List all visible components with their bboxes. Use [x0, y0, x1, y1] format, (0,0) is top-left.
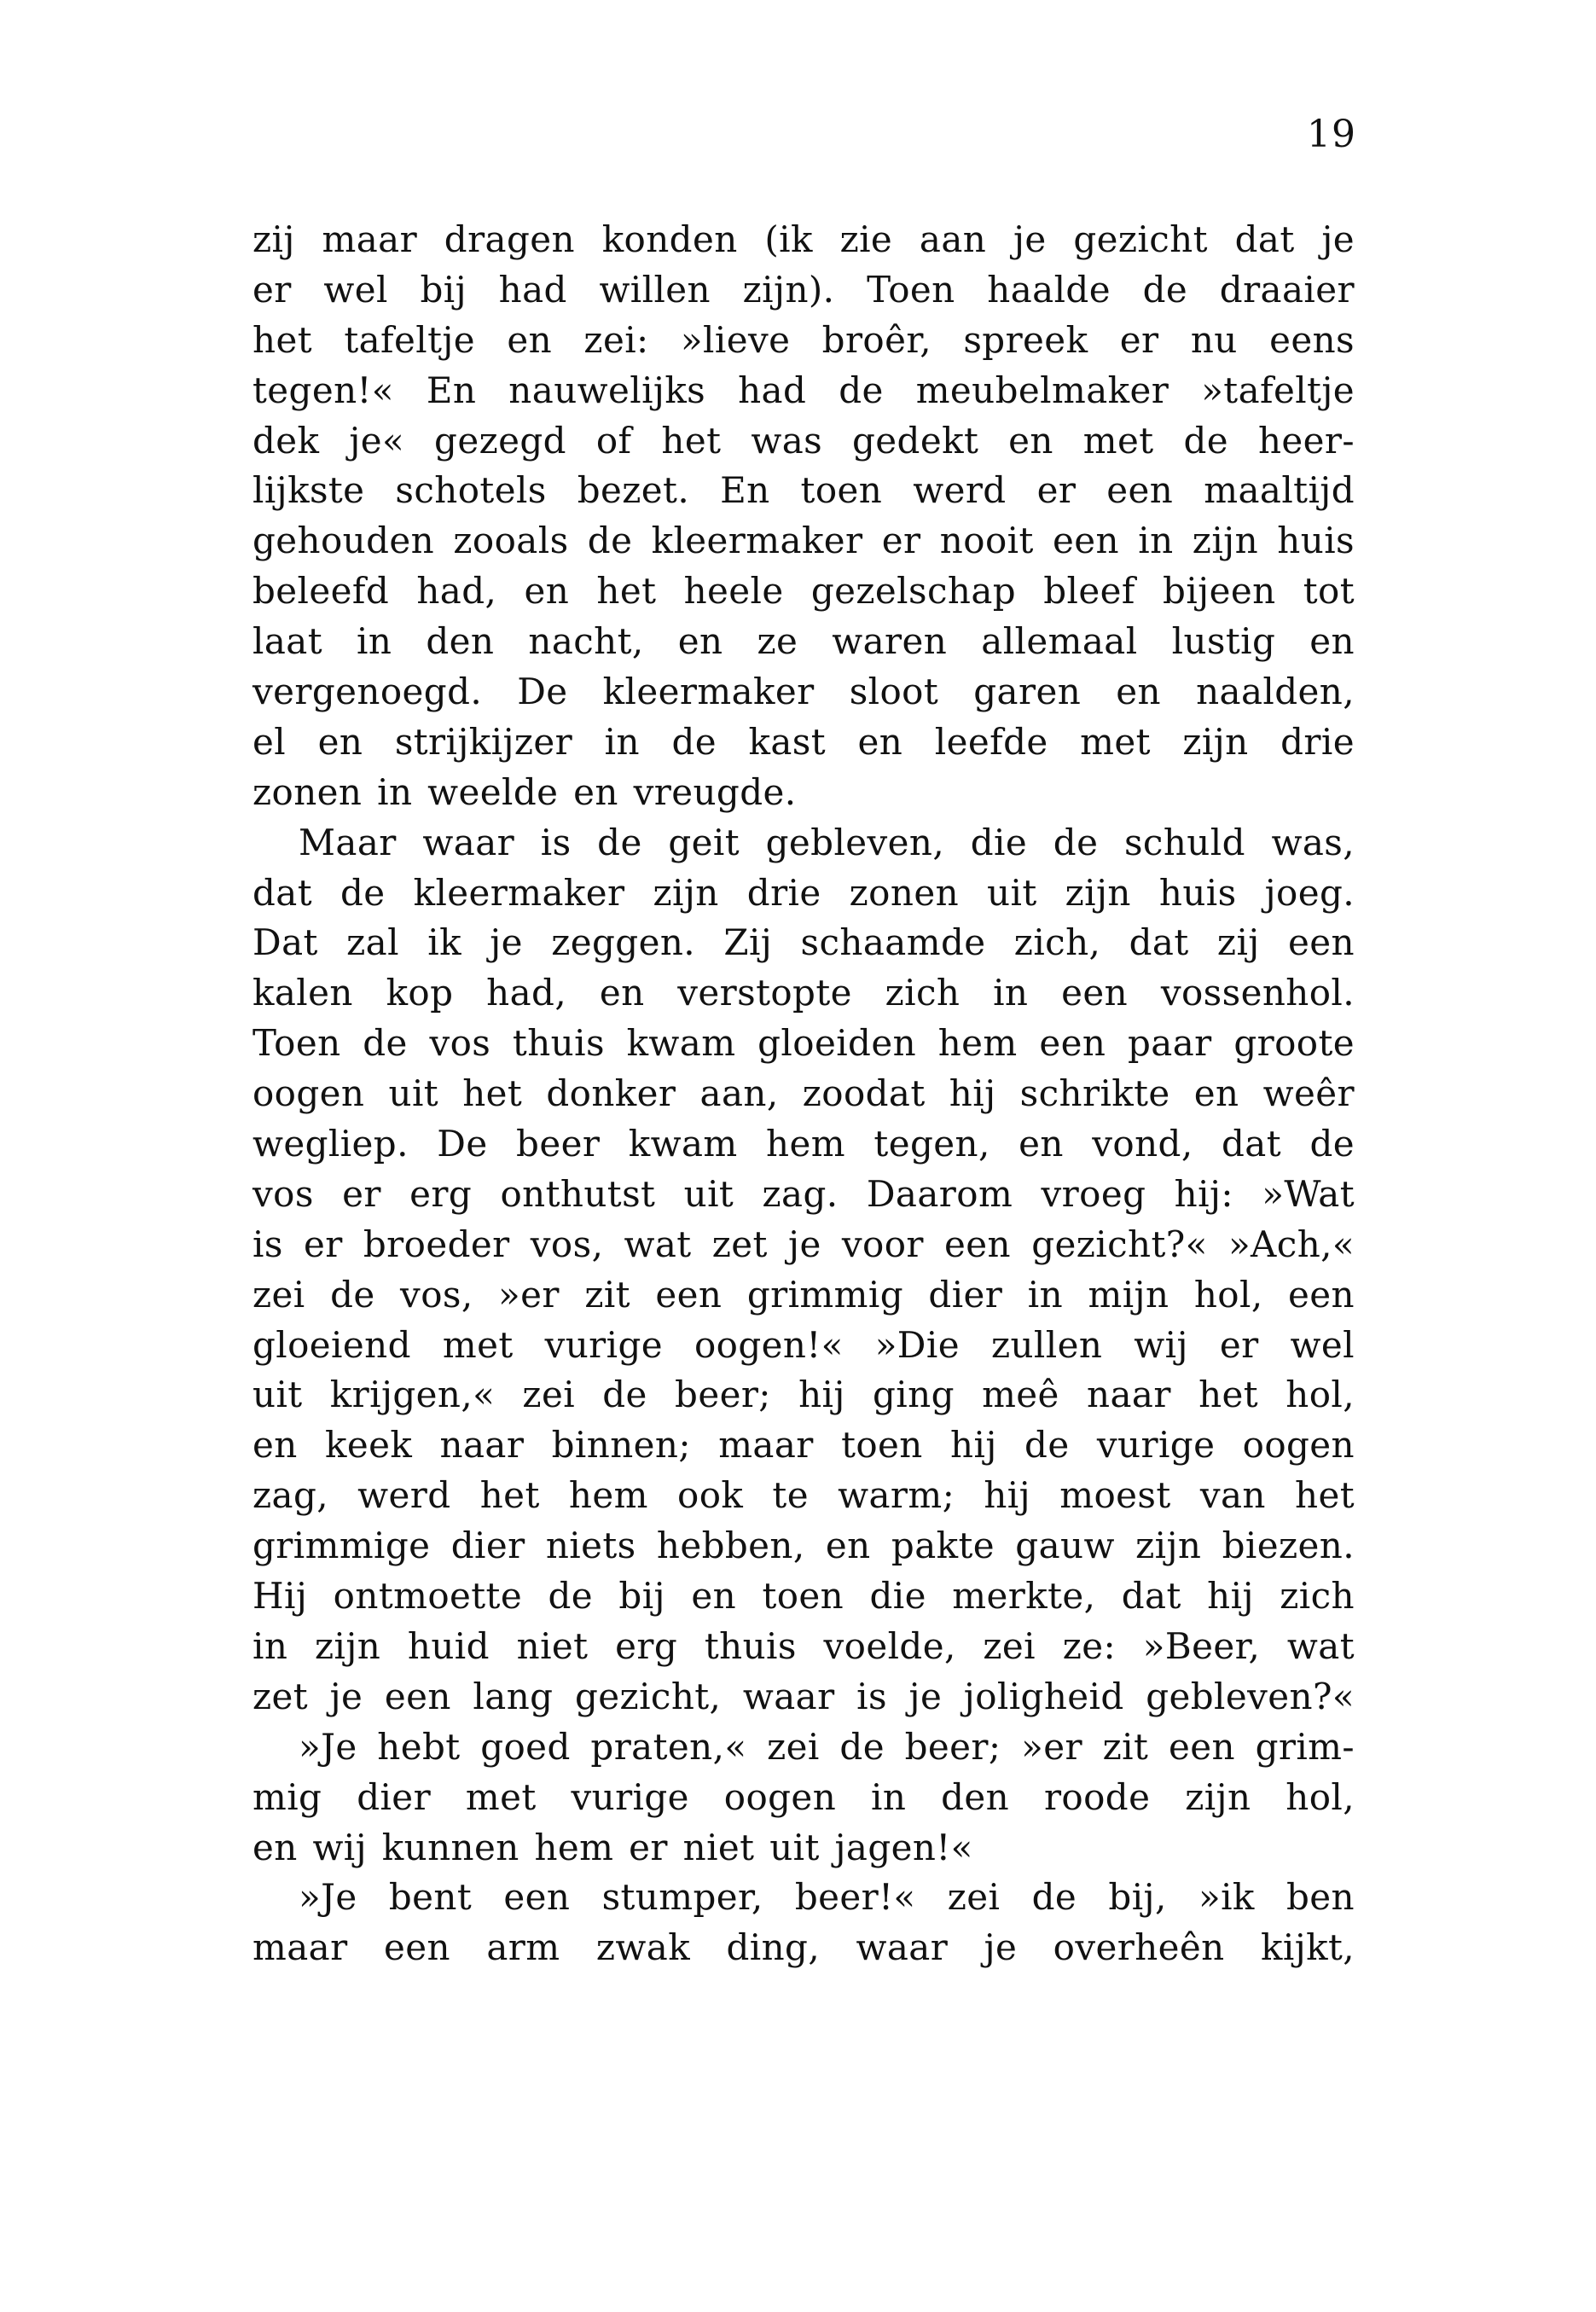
text-line: maar een arm zwak ding, waar je overheên kijkt, — [252, 1926, 1355, 1969]
text-line: dek je« gezegd of het was gedekt en met de heer- — [252, 419, 1355, 462]
text-line: tegen!« En nauwelijks had de meubelmaker »tafeltje — [252, 369, 1355, 411]
text-line: zag, werd het hem ook te warm; hij moest van het — [252, 1474, 1355, 1517]
text-line: wegliep. De beer kwam hem tegen, en vond, dat de — [252, 1123, 1355, 1165]
text-line: er wel bij had willen zijn). Toen haalde de draaier — [252, 268, 1355, 311]
text-line: en keek naar binnen; maar toen hij de vurige oogen — [252, 1424, 1355, 1467]
body-text — [252, 215, 1355, 1973]
page-number: 19 — [1307, 113, 1356, 156]
text-line: el en strijkijzer in de kast en leefde met zijn drie — [252, 720, 1355, 763]
text-line: oogen uit het donker aan, zoodat hij schrikte en weêr — [252, 1072, 1355, 1115]
text-line: vergenoegd. De kleermaker sloot garen en naalden, — [252, 671, 1355, 713]
text-line: laat in den nacht, en ze waren allemaal lustig en — [252, 620, 1355, 663]
text-line: Hij ontmoette de bij en toen die merkte, dat hij zich — [252, 1575, 1355, 1618]
text-line: zij maar dragen konden (ik zie aan je gezicht dat je — [252, 218, 1355, 260]
text-line: »Je bent een stumper, beer!« zei de bij, »ik ben — [299, 1876, 1355, 1919]
text-line: gloeiend met vurige oogen!« »Die zullen wij er wel — [252, 1323, 1355, 1366]
text-line: zei de vos, »er zit een grimmig dier in mijn hol, een — [252, 1273, 1355, 1316]
text-line: grimmige dier niets hebben, en pakte gauw zijn biezen. — [252, 1525, 1355, 1567]
text-line: kalen kop had, en verstopte zich in een vossenhol. — [252, 972, 1355, 1014]
text-line: vos er erg onthutst uit zag. Daarom vroeg hij: »Wat — [252, 1172, 1355, 1215]
text-line: mig dier met vurige oogen in den roode zijn hol, — [252, 1775, 1355, 1818]
text-line: zet je een lang gezicht, waar is je joligheid gebleven?« — [252, 1675, 1355, 1717]
text-line: Toen de vos thuis kwam gloeiden hem een paar groote — [252, 1022, 1355, 1065]
text-line: dat de kleermaker zijn drie zonen uit zijn huis joeg. — [252, 871, 1355, 914]
text-line: lijkste schotels bezet. En toen werd er een maaltijd — [252, 469, 1355, 512]
text-line: zonen in weelde en vreugde. — [252, 770, 797, 813]
text-line: en wij kunnen hem er niet uit jagen!« — [252, 1826, 973, 1868]
text-line: beleefd had, en het heele gezelschap bleef bijeen tot — [252, 570, 1355, 613]
text-line: gehouden zooals de kleermaker er nooit een in zijn huis — [252, 520, 1355, 562]
text-line: uit krijgen,« zei de beer; hij ging meê naar het hol, — [252, 1374, 1355, 1416]
text-line: in zijn huid niet erg thuis voelde, zei ze: »Beer, wat — [252, 1624, 1355, 1667]
text-line: Dat zal ik je zeggen. Zij schaamde zich, dat zij een — [252, 921, 1355, 964]
text-line: »Je hebt goed praten,« zei de beer; »er zit een grim- — [299, 1725, 1355, 1768]
text-line: het tafeltje en zei: »lieve broêr, spreek er nu eens — [252, 318, 1355, 361]
text-line: is er broeder vos, wat zet je voor een gezicht?« »Ach,« — [252, 1223, 1355, 1265]
text-line: Maar waar is de geit gebleven, die de schuld was, — [299, 821, 1355, 863]
